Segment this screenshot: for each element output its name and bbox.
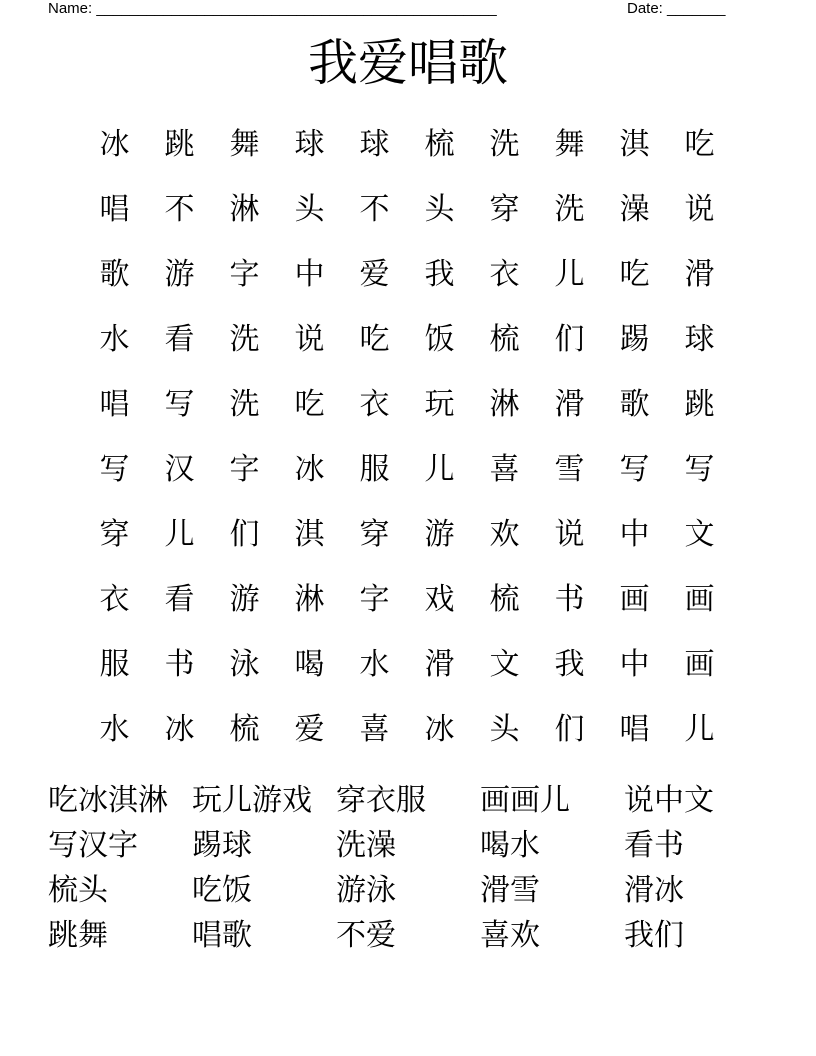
grid-cell[interactable]: 淇: [619, 126, 650, 162]
grid-cell[interactable]: 淋: [294, 581, 325, 617]
grid-cell[interactable]: 写: [684, 451, 715, 487]
grid-cell[interactable]: 衣: [489, 256, 520, 292]
grid-cell[interactable]: 澡: [619, 191, 650, 227]
grid-cell[interactable]: 洗: [229, 386, 260, 422]
grid-cell[interactable]: 说: [294, 321, 325, 357]
grid-cell[interactable]: 们: [554, 711, 585, 747]
word-bank-item: 吃饭: [192, 873, 252, 908]
grid-cell[interactable]: 我: [424, 256, 455, 292]
grid-cell[interactable]: 看: [164, 581, 195, 617]
grid-cell[interactable]: 球: [359, 126, 390, 162]
word-bank-item: 滑雪: [480, 873, 540, 908]
grid-cell[interactable]: 们: [229, 516, 260, 552]
grid-cell[interactable]: 玩: [424, 386, 455, 422]
word-bank-item: 喜欢: [480, 918, 540, 953]
grid-cell[interactable]: 穿: [489, 191, 520, 227]
grid-cell[interactable]: 淋: [489, 386, 520, 422]
grid-cell[interactable]: 画: [684, 646, 715, 682]
grid-cell[interactable]: 踢: [619, 321, 650, 357]
grid-cell[interactable]: 文: [684, 516, 715, 552]
grid-cell[interactable]: 冰: [294, 451, 325, 487]
grid-cell[interactable]: 服: [359, 451, 390, 487]
grid-cell[interactable]: 们: [554, 321, 585, 357]
header: [48, 0, 748, 20]
grid-cell[interactable]: 淇: [294, 516, 325, 552]
word-bank-item: 写汉字: [48, 828, 138, 863]
grid-cell[interactable]: 儿: [164, 516, 195, 552]
grid-cell[interactable]: 中: [294, 256, 325, 292]
grid-cell[interactable]: 唱: [99, 191, 130, 227]
grid-cell[interactable]: 雪: [554, 451, 585, 487]
grid-cell[interactable]: 唱: [99, 386, 130, 422]
grid-cell[interactable]: 唱: [619, 711, 650, 747]
grid-cell[interactable]: 球: [684, 321, 715, 357]
grid-cell[interactable]: 头: [294, 191, 325, 227]
grid-cell[interactable]: 儿: [424, 451, 455, 487]
word-bank-item: 穿衣服: [336, 783, 426, 818]
grid-cell[interactable]: 儿: [554, 256, 585, 292]
grid-cell[interactable]: 说: [554, 516, 585, 552]
grid-cell[interactable]: 淋: [229, 191, 260, 227]
word-bank-item: 踢球: [192, 828, 252, 863]
grid-cell[interactable]: 不: [359, 191, 390, 227]
grid-cell[interactable]: 头: [424, 191, 455, 227]
grid-cell[interactable]: 喜: [359, 711, 390, 747]
grid-cell[interactable]: 头: [489, 711, 520, 747]
grid-cell[interactable]: 中: [619, 646, 650, 682]
grid-cell[interactable]: 舞: [554, 126, 585, 162]
word-bank-item: 唱歌: [192, 918, 252, 953]
grid-cell[interactable]: 洗: [229, 321, 260, 357]
grid-cell[interactable]: 跳: [684, 386, 715, 422]
grid-cell[interactable]: 跳: [164, 126, 195, 162]
grid-cell[interactable]: 水: [99, 321, 130, 357]
grid-cell[interactable]: 游: [424, 516, 455, 552]
grid-cell[interactable]: 爱: [359, 256, 390, 292]
grid-cell[interactable]: 梳: [424, 126, 455, 162]
grid-cell[interactable]: 穿: [359, 516, 390, 552]
grid-cell[interactable]: 字: [359, 581, 390, 617]
grid-cell[interactable]: 汉: [164, 451, 195, 487]
grid-cell[interactable]: 字: [229, 451, 260, 487]
grid-cell[interactable]: 戏: [424, 581, 455, 617]
word-search-grid: [82, 112, 742, 762]
grid-cell[interactable]: 梳: [489, 581, 520, 617]
grid-cell[interactable]: 梳: [229, 711, 260, 747]
grid-cell[interactable]: 泳: [229, 646, 260, 682]
word-bank-item: 梳头: [48, 873, 108, 908]
grid-cell[interactable]: 滑: [424, 646, 455, 682]
grid-cell[interactable]: 说: [684, 191, 715, 227]
name-label: Name: ________________________________________________: [48, 0, 497, 17]
grid-cell[interactable]: 写: [99, 451, 130, 487]
word-bank: [48, 778, 768, 958]
word-bank-item: 画画儿: [480, 783, 570, 818]
word-bank-item: 看书: [624, 828, 684, 863]
grid-cell[interactable]: 滑: [684, 256, 715, 292]
grid-cell[interactable]: 吃: [619, 256, 650, 292]
word-bank-item: 我们: [624, 918, 684, 953]
grid-cell[interactable]: 喝: [294, 646, 325, 682]
grid-cell[interactable]: 写: [619, 451, 650, 487]
grid-cell[interactable]: 游: [164, 256, 195, 292]
grid-cell[interactable]: 不: [164, 191, 195, 227]
grid-cell[interactable]: 字: [229, 256, 260, 292]
grid-cell[interactable]: 滑: [554, 386, 585, 422]
grid-cell[interactable]: 爱: [294, 711, 325, 747]
grid-cell[interactable]: 写: [164, 386, 195, 422]
grid-cell[interactable]: 吃: [294, 386, 325, 422]
grid-cell[interactable]: 画: [619, 581, 650, 617]
grid-cell[interactable]: 衣: [99, 581, 130, 617]
word-bank-item: 说中文: [624, 783, 714, 818]
word-bank-item: 不爱: [336, 918, 396, 953]
grid-cell[interactable]: 画: [684, 581, 715, 617]
word-bank-item: 洗澡: [336, 828, 396, 863]
grid-cell[interactable]: 洗: [489, 126, 520, 162]
grid-cell[interactable]: 穿: [99, 516, 130, 552]
grid-cell[interactable]: 洗: [554, 191, 585, 227]
grid-cell[interactable]: 文: [489, 646, 520, 682]
worksheet-title: 我爱唱歌: [308, 34, 508, 92]
word-bank-item: 跳舞: [48, 918, 108, 953]
grid-cell[interactable]: 看: [164, 321, 195, 357]
grid-cell[interactable]: 冰: [99, 126, 130, 162]
grid-cell[interactable]: 中: [619, 516, 650, 552]
word-bank-item: 玩儿游戏: [192, 783, 312, 818]
grid-cell[interactable]: 服: [99, 646, 130, 682]
grid-cell[interactable]: 水: [359, 646, 390, 682]
grid-cell[interactable]: 吃: [684, 126, 715, 162]
grid-cell[interactable]: 吃: [359, 321, 390, 357]
grid-cell[interactable]: 球: [294, 126, 325, 162]
grid-cell[interactable]: 舞: [229, 126, 260, 162]
date-label: Date: _______: [627, 0, 726, 17]
grid-cell[interactable]: 欢: [489, 516, 520, 552]
grid-cell[interactable]: 水: [99, 711, 130, 747]
grid-cell[interactable]: 游: [229, 581, 260, 617]
word-bank-item: 喝水: [480, 828, 540, 863]
grid-cell[interactable]: 饭: [424, 321, 455, 357]
grid-cell[interactable]: 冰: [164, 711, 195, 747]
grid-cell[interactable]: 儿: [684, 711, 715, 747]
grid-cell[interactable]: 喜: [489, 451, 520, 487]
grid-cell[interactable]: 歌: [619, 386, 650, 422]
grid-cell[interactable]: 书: [554, 581, 585, 617]
grid-cell[interactable]: 梳: [489, 321, 520, 357]
grid-cell[interactable]: 歌: [99, 256, 130, 292]
grid-cell[interactable]: 衣: [359, 386, 390, 422]
word-bank-item: 滑冰: [624, 873, 684, 908]
grid-cell[interactable]: 冰: [424, 711, 455, 747]
word-bank-item: 吃冰淇淋: [48, 783, 168, 818]
word-bank-item: 游泳: [336, 873, 396, 908]
grid-cell[interactable]: 我: [554, 646, 585, 682]
grid-cell[interactable]: 书: [164, 646, 195, 682]
